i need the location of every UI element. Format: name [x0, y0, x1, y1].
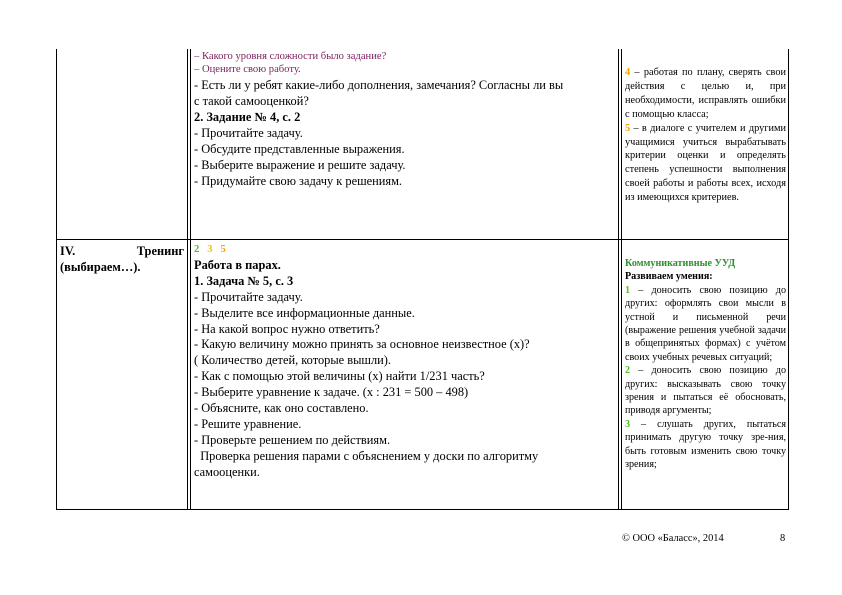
number-3: 3	[207, 244, 213, 255]
row1-skills	[625, 66, 786, 205]
page-number: 8	[780, 533, 786, 544]
lesson-table	[56, 49, 789, 510]
skill-text: – работая по плану, сверять свои действия с целью и, при необходимости, исправлять ошибки с помощью класса;	[625, 67, 786, 120]
stage-name: Тренинг	[136, 244, 184, 258]
skill-number: 5	[625, 122, 631, 134]
skill-numbers	[194, 242, 616, 258]
skills-develop: Развиваем умения:	[625, 271, 713, 283]
skill-4	[625, 66, 786, 122]
text-line: - Выберите уравнение к задаче. (х : 231 = 500 – 498)	[194, 385, 469, 400]
task-title: 2. Задание № 4, с. 2	[194, 110, 301, 125]
row1-content	[194, 51, 616, 190]
task-title: 1. Задача № 5, с. 3	[194, 273, 294, 288]
row-divider	[56, 239, 789, 240]
text-line: - Обсудите представленные выражения.	[194, 142, 405, 157]
text-line: - На какой вопрос нужно ответить?	[194, 321, 380, 336]
skill-1	[625, 284, 786, 364]
skill-text: – доносить свою позицию до других: высказывать свою точку зрения и пытаться её обосновать, приводя аргументы;	[625, 365, 786, 417]
text-line: - Выделите все информационные данные.	[194, 305, 415, 320]
text-line: с такой самооценкой?	[194, 94, 309, 109]
text-line: - Прочитайте задачу.	[194, 289, 303, 304]
text-line: - Прочитайте задачу.	[194, 126, 303, 141]
work-title: Работа в парах.	[194, 257, 281, 272]
text-line: - Какую величину можно принять за основное неизвестное (х)?	[194, 337, 530, 352]
text-line: - Есть ли у ребят какие-либо дополнения, замечания? Согласны ли вы	[194, 78, 564, 93]
skill-2	[625, 364, 786, 418]
text-line: самооценки.	[194, 464, 260, 479]
copyright: © ООО «Баласс», 2014	[622, 533, 724, 544]
skill-5	[625, 122, 786, 205]
skill-3	[625, 418, 786, 472]
skill-text: – доносить свою позицию до других: оформлять свои мысли в устной и письменной речи (выражение решения учебной задачи в общепринятых формах) с учётом своих учебных речевых ситуаций;	[625, 284, 786, 363]
column-divider-2b	[621, 49, 622, 510]
skill-number: 1	[625, 284, 631, 296]
text-line: - Объясните, как оно составлено.	[194, 401, 369, 416]
table-right-border	[788, 49, 789, 510]
number-5: 5	[220, 244, 226, 255]
skill-text: – слушать других, пытаться принимать другую точку зре-ния, быть готовым изменить свою точку зрения;	[625, 418, 786, 471]
skills-header: Коммуникативные УУД	[625, 258, 736, 269]
skill-number: 4	[625, 67, 631, 78]
column-divider-2	[618, 49, 619, 510]
skill-text: – в диалоге с учителем и другими учащимися учиться вырабатывать критерии оценки и определять степень успешности выполнения своей работы и работы всех, исходя из имеющихся критериев.	[625, 122, 786, 204]
skill-number: 2	[625, 365, 631, 377]
stage-title	[60, 243, 184, 275]
text-line: - Выберите выражение и решите задачу.	[194, 157, 406, 172]
text-line: - Придумайте свою задачу к решениям.	[194, 173, 403, 188]
question-level: – Какого уровня сложности было задание?	[194, 51, 387, 62]
column-divider-1b	[190, 49, 191, 510]
skill-number: 3	[625, 418, 631, 430]
question-evaluate: – Оцените свою работу.	[194, 63, 301, 75]
table-bottom-border	[56, 509, 789, 510]
column-divider-1	[187, 49, 188, 510]
number-2: 2	[194, 244, 200, 255]
row2-skills	[625, 257, 786, 472]
text-line: ( Количество детей, которые вышли).	[194, 353, 392, 368]
text-line: - Проверьте решением по действиям.	[194, 432, 391, 447]
text-line: Проверка решения парами с объяснением у доски по алгоритму	[194, 448, 539, 463]
row2-content	[194, 242, 616, 481]
text-line: - Решите уравнение.	[194, 416, 302, 431]
stage-subtitle: (выбираем…).	[60, 260, 141, 274]
table-left-border	[56, 49, 57, 510]
text-line: - Как с помощью этой величины (х) найти 1/231 часть?	[194, 369, 485, 384]
stage-number: IV.	[60, 244, 76, 258]
